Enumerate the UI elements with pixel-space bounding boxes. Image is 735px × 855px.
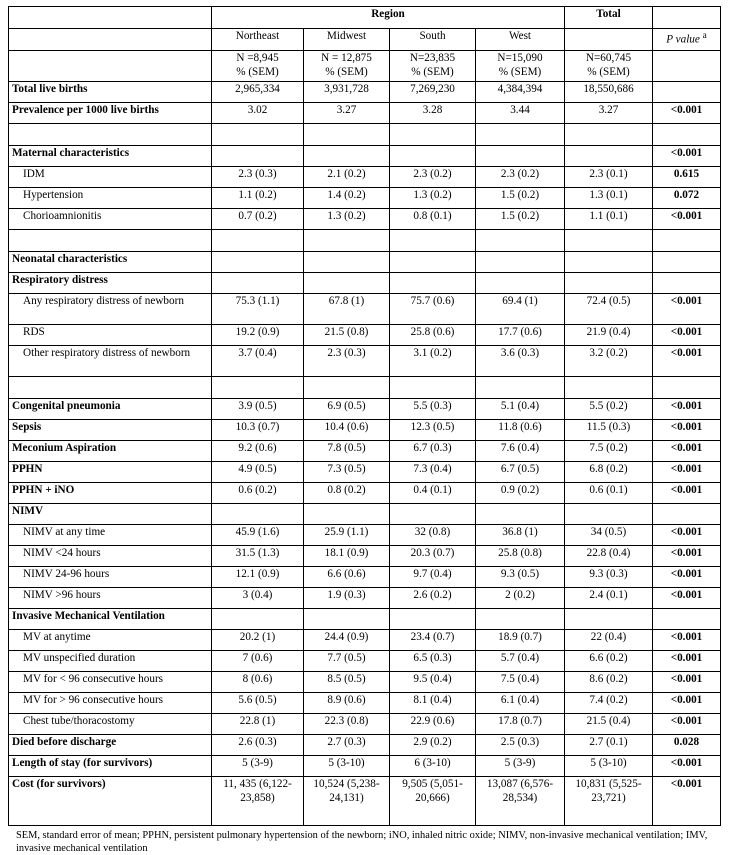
n-northeast: N =8,945 % (SEM) bbox=[212, 51, 304, 82]
table-body bbox=[9, 82, 721, 826]
value-cell: 22.8 (0.4) bbox=[565, 546, 653, 567]
region-northeast: Northeast bbox=[212, 29, 304, 51]
value-cell: 13,087 (6,576-28,534) bbox=[476, 777, 565, 826]
row-label: Cost (for survivors) bbox=[9, 777, 212, 826]
row-label: Length of stay (for survivors) bbox=[9, 756, 212, 777]
empty-cell bbox=[212, 230, 304, 252]
value-cell: 6.5 (0.3) bbox=[390, 651, 476, 672]
row-label: NIMV >96 hours bbox=[9, 588, 212, 609]
value-cell: 1.3 (0.1) bbox=[565, 188, 653, 209]
row-label: Sepsis bbox=[9, 420, 212, 441]
value-cell: 1.5 (0.2) bbox=[476, 209, 565, 230]
value-cell: 1.5 (0.2) bbox=[476, 188, 565, 209]
pvalue-cell: <0.001 bbox=[653, 209, 721, 230]
value-cell bbox=[476, 504, 565, 525]
value-cell: 5.1 (0.4) bbox=[476, 399, 565, 420]
n-south: N=23,835 % (SEM) bbox=[390, 51, 476, 82]
row-label: Died before discharge bbox=[9, 735, 212, 756]
value-cell bbox=[476, 609, 565, 630]
table-row bbox=[9, 630, 721, 651]
row-label: Chorioamnionitis bbox=[9, 209, 212, 230]
value-cell bbox=[212, 252, 304, 273]
value-cell: 3.27 bbox=[565, 103, 653, 124]
value-cell: 2.6 (0.2) bbox=[390, 588, 476, 609]
pvalue-cell: <0.001 bbox=[653, 420, 721, 441]
value-cell: 25.8 (0.8) bbox=[476, 546, 565, 567]
header-row-n bbox=[9, 51, 721, 82]
value-cell: 32 (0.8) bbox=[390, 525, 476, 546]
table-row bbox=[9, 399, 721, 420]
footnote: SEM, standard error of mean; PPHN, persistent pulmonary hypertension of the newborn; iNO, inhaled nitric oxide; NIMV, non-invasive mechanical ventilation; IMV, invasive mechanical ventilation bbox=[16, 830, 708, 854]
n-total: N=60,745 % (SEM) bbox=[565, 51, 653, 82]
value-cell bbox=[565, 146, 653, 167]
pvalue-cell: <0.001 bbox=[653, 325, 721, 346]
value-cell: 17.8 (0.7) bbox=[476, 714, 565, 735]
value-cell: 0.4 (0.1) bbox=[390, 483, 476, 504]
pvalue-cell: <0.001 bbox=[653, 672, 721, 693]
value-cell: 7.3 (0.4) bbox=[390, 462, 476, 483]
row-label: RDS bbox=[9, 325, 212, 346]
value-cell: 7.6 (0.4) bbox=[476, 441, 565, 462]
value-cell: 2.1 (0.2) bbox=[304, 167, 390, 188]
pvalue-cell: <0.001 bbox=[653, 346, 721, 377]
header-row-region bbox=[9, 7, 721, 29]
row-label: NIMV <24 hours bbox=[9, 546, 212, 567]
table-row bbox=[9, 167, 721, 188]
value-cell: 11.5 (0.3) bbox=[565, 420, 653, 441]
header-row-regions bbox=[9, 29, 721, 51]
value-cell: 10.3 (0.7) bbox=[212, 420, 304, 441]
row-label: NIMV bbox=[9, 504, 212, 525]
table-row bbox=[9, 714, 721, 735]
value-cell: 21.5 (0.4) bbox=[565, 714, 653, 735]
value-cell: 2.5 (0.3) bbox=[476, 735, 565, 756]
table-row bbox=[9, 588, 721, 609]
empty-cell bbox=[476, 230, 565, 252]
table-row bbox=[9, 504, 721, 525]
value-cell bbox=[390, 609, 476, 630]
spacer-row bbox=[9, 230, 721, 252]
value-cell: 9.5 (0.4) bbox=[390, 672, 476, 693]
value-cell bbox=[476, 146, 565, 167]
empty-cell bbox=[476, 124, 565, 146]
region-south: South bbox=[390, 29, 476, 51]
row-label: Other respiratory distress of newborn bbox=[9, 346, 212, 377]
value-cell: 6 (3-10) bbox=[390, 756, 476, 777]
empty-cell bbox=[9, 377, 212, 399]
value-cell: 3.6 (0.3) bbox=[476, 346, 565, 377]
value-cell: 25.8 (0.6) bbox=[390, 325, 476, 346]
table-row bbox=[9, 420, 721, 441]
pvalue-cell bbox=[653, 252, 721, 273]
value-cell: 9,505 (5,051-20,666) bbox=[390, 777, 476, 826]
value-cell: 3.02 bbox=[212, 103, 304, 124]
value-cell: 34 (0.5) bbox=[565, 525, 653, 546]
value-cell: 6.6 (0.2) bbox=[565, 651, 653, 672]
value-cell: 7.5 (0.4) bbox=[476, 672, 565, 693]
table-row bbox=[9, 525, 721, 546]
value-cell: 31.5 (1.3) bbox=[212, 546, 304, 567]
value-cell: 7.4 (0.2) bbox=[565, 693, 653, 714]
empty-cell bbox=[565, 124, 653, 146]
value-cell: 7 (0.6) bbox=[212, 651, 304, 672]
value-cell: 21.5 (0.8) bbox=[304, 325, 390, 346]
value-cell: 1.9 (0.3) bbox=[304, 588, 390, 609]
empty-cell bbox=[565, 230, 653, 252]
value-cell bbox=[212, 146, 304, 167]
value-cell: 25.9 (1.1) bbox=[304, 525, 390, 546]
value-cell: 2,965,334 bbox=[212, 82, 304, 103]
table-wrapper bbox=[8, 6, 720, 855]
empty-cell bbox=[653, 124, 721, 146]
pvalue-cell: <0.001 bbox=[653, 714, 721, 735]
value-cell: 18.9 (0.7) bbox=[476, 630, 565, 651]
data-table bbox=[8, 6, 721, 826]
value-cell: 12.3 (0.5) bbox=[390, 420, 476, 441]
table-row bbox=[9, 756, 721, 777]
row-label: IDM bbox=[9, 167, 212, 188]
value-cell: 6.6 (0.6) bbox=[304, 567, 390, 588]
region-midwest: Midwest bbox=[304, 29, 390, 51]
empty-cell bbox=[212, 377, 304, 399]
value-cell: 20.3 (0.7) bbox=[390, 546, 476, 567]
value-cell: 45.9 (1.6) bbox=[212, 525, 304, 546]
header-blank bbox=[653, 51, 721, 82]
value-cell bbox=[304, 609, 390, 630]
value-cell: 8.5 (0.5) bbox=[304, 672, 390, 693]
value-cell bbox=[390, 146, 476, 167]
header-blank bbox=[9, 7, 212, 29]
pvalue-sup: a bbox=[702, 31, 707, 41]
value-cell: 9.3 (0.5) bbox=[476, 567, 565, 588]
value-cell: 21.9 (0.4) bbox=[565, 325, 653, 346]
region-header: Region bbox=[212, 7, 565, 29]
value-cell: 22.3 (0.8) bbox=[304, 714, 390, 735]
value-cell bbox=[304, 252, 390, 273]
value-cell: 36.8 (1) bbox=[476, 525, 565, 546]
value-cell: 2.3 (0.1) bbox=[565, 167, 653, 188]
value-cell: 2.7 (0.1) bbox=[565, 735, 653, 756]
value-cell bbox=[565, 273, 653, 294]
value-cell bbox=[304, 504, 390, 525]
total-header: Total bbox=[565, 7, 653, 29]
empty-cell bbox=[9, 124, 212, 146]
value-cell: 5.5 (0.2) bbox=[565, 399, 653, 420]
pvalue-cell: <0.001 bbox=[653, 777, 721, 826]
table-row bbox=[9, 546, 721, 567]
value-cell bbox=[476, 273, 565, 294]
value-cell: 5.6 (0.5) bbox=[212, 693, 304, 714]
value-cell: 0.6 (0.1) bbox=[565, 483, 653, 504]
value-cell: 5 (3-9) bbox=[476, 756, 565, 777]
value-cell: 18,550,686 bbox=[565, 82, 653, 103]
value-cell: 2.3 (0.3) bbox=[304, 346, 390, 377]
table-row bbox=[9, 188, 721, 209]
value-cell: 3.9 (0.5) bbox=[212, 399, 304, 420]
row-label: Prevalence per 1000 live births bbox=[9, 103, 212, 124]
value-cell: 17.7 (0.6) bbox=[476, 325, 565, 346]
row-label: Hypertension bbox=[9, 188, 212, 209]
n-west: N=15,090 % (SEM) bbox=[476, 51, 565, 82]
value-cell: 5 (3-10) bbox=[565, 756, 653, 777]
value-cell: 7.7 (0.5) bbox=[304, 651, 390, 672]
header-blank bbox=[565, 29, 653, 51]
row-label: Congenital pneumonia bbox=[9, 399, 212, 420]
pvalue-cell bbox=[653, 82, 721, 103]
table-row bbox=[9, 693, 721, 714]
value-cell: 8.9 (0.6) bbox=[304, 693, 390, 714]
row-label: MV for > 96 consecutive hours bbox=[9, 693, 212, 714]
value-cell: 22 (0.4) bbox=[565, 630, 653, 651]
value-cell: 9.2 (0.6) bbox=[212, 441, 304, 462]
value-cell bbox=[476, 252, 565, 273]
value-cell: 4,384,394 bbox=[476, 82, 565, 103]
value-cell: 1.3 (0.2) bbox=[304, 209, 390, 230]
pvalue-cell: <0.001 bbox=[653, 441, 721, 462]
value-cell bbox=[565, 252, 653, 273]
value-cell: 9.3 (0.3) bbox=[565, 567, 653, 588]
value-cell: 4.9 (0.5) bbox=[212, 462, 304, 483]
region-west: West bbox=[476, 29, 565, 51]
pvalue-cell: <0.001 bbox=[653, 630, 721, 651]
header-blank bbox=[9, 29, 212, 51]
empty-cell bbox=[390, 230, 476, 252]
value-cell: 7.5 (0.2) bbox=[565, 441, 653, 462]
value-cell: 20.2 (1) bbox=[212, 630, 304, 651]
value-cell: 5 (3-10) bbox=[304, 756, 390, 777]
value-cell: 6.1 (0.4) bbox=[476, 693, 565, 714]
pvalue-cell bbox=[653, 273, 721, 294]
row-label: PPHN + iNO bbox=[9, 483, 212, 504]
value-cell: 75.7 (0.6) bbox=[390, 294, 476, 325]
spacer-row bbox=[9, 377, 721, 399]
row-label: MV at anytime bbox=[9, 630, 212, 651]
value-cell: 12.1 (0.9) bbox=[212, 567, 304, 588]
value-cell: 6.7 (0.5) bbox=[476, 462, 565, 483]
value-cell bbox=[212, 273, 304, 294]
value-cell bbox=[390, 273, 476, 294]
row-label: Meconium Aspiration bbox=[9, 441, 212, 462]
value-cell: 23.4 (0.7) bbox=[390, 630, 476, 651]
value-cell: 1.4 (0.2) bbox=[304, 188, 390, 209]
table-row bbox=[9, 672, 721, 693]
table-row bbox=[9, 441, 721, 462]
value-cell: 6.7 (0.3) bbox=[390, 441, 476, 462]
value-cell: 9.7 (0.4) bbox=[390, 567, 476, 588]
header-blank bbox=[9, 51, 212, 82]
row-label: NIMV 24-96 hours bbox=[9, 567, 212, 588]
value-cell: 5.7 (0.4) bbox=[476, 651, 565, 672]
pvalue-cell: <0.001 bbox=[653, 693, 721, 714]
value-cell: 24.4 (0.9) bbox=[304, 630, 390, 651]
value-cell: 22.8 (1) bbox=[212, 714, 304, 735]
empty-cell bbox=[565, 377, 653, 399]
value-cell: 2.4 (0.1) bbox=[565, 588, 653, 609]
value-cell: 7.8 (0.5) bbox=[304, 441, 390, 462]
table-row bbox=[9, 325, 721, 346]
value-cell: 6.8 (0.2) bbox=[565, 462, 653, 483]
table-row bbox=[9, 609, 721, 630]
value-cell bbox=[212, 609, 304, 630]
row-label: NIMV at any time bbox=[9, 525, 212, 546]
pvalue-cell: <0.001 bbox=[653, 546, 721, 567]
table-row bbox=[9, 273, 721, 294]
value-cell bbox=[304, 146, 390, 167]
n-midwest: N = 12,875 % (SEM) bbox=[304, 51, 390, 82]
empty-cell bbox=[390, 124, 476, 146]
table-row bbox=[9, 294, 721, 325]
pvalue-cell: <0.001 bbox=[653, 651, 721, 672]
table-row bbox=[9, 462, 721, 483]
empty-cell bbox=[390, 377, 476, 399]
value-cell: 6.9 (0.5) bbox=[304, 399, 390, 420]
value-cell: 2.3 (0.2) bbox=[390, 167, 476, 188]
value-cell: 3.27 bbox=[304, 103, 390, 124]
table-row bbox=[9, 651, 721, 672]
empty-cell bbox=[653, 377, 721, 399]
value-cell bbox=[565, 504, 653, 525]
value-cell: 0.9 (0.2) bbox=[476, 483, 565, 504]
row-label: MV unspecified duration bbox=[9, 651, 212, 672]
pvalue-cell: <0.001 bbox=[653, 103, 721, 124]
value-cell: 72.4 (0.5) bbox=[565, 294, 653, 325]
pvalue-cell: 0.615 bbox=[653, 167, 721, 188]
table-row bbox=[9, 346, 721, 377]
spacer-row bbox=[9, 124, 721, 146]
value-cell: 3.1 (0.2) bbox=[390, 346, 476, 377]
value-cell: 2.7 (0.3) bbox=[304, 735, 390, 756]
table-row bbox=[9, 483, 721, 504]
value-cell: 67.8 (1) bbox=[304, 294, 390, 325]
value-cell: 75.3 (1.1) bbox=[212, 294, 304, 325]
value-cell: 2.3 (0.3) bbox=[212, 167, 304, 188]
value-cell: 5.5 (0.3) bbox=[390, 399, 476, 420]
empty-cell bbox=[476, 377, 565, 399]
value-cell bbox=[565, 609, 653, 630]
empty-cell bbox=[9, 230, 212, 252]
empty-cell bbox=[304, 377, 390, 399]
pvalue-cell: <0.001 bbox=[653, 588, 721, 609]
value-cell: 22.9 (0.6) bbox=[390, 714, 476, 735]
value-cell: 19.2 (0.9) bbox=[212, 325, 304, 346]
pvalue-cell: <0.001 bbox=[653, 483, 721, 504]
row-label: Neonatal characteristics bbox=[9, 252, 212, 273]
pvalue-label: P value bbox=[666, 33, 700, 46]
value-cell bbox=[390, 504, 476, 525]
pvalue-header bbox=[653, 29, 721, 51]
header-blank-p bbox=[653, 7, 721, 29]
value-cell: 2.6 (0.3) bbox=[212, 735, 304, 756]
pvalue-cell: <0.001 bbox=[653, 462, 721, 483]
value-cell: 7,269,230 bbox=[390, 82, 476, 103]
table-row bbox=[9, 777, 721, 826]
value-cell: 3 (0.4) bbox=[212, 588, 304, 609]
value-cell: 10.4 (0.6) bbox=[304, 420, 390, 441]
row-label: Any respiratory distress of newborn bbox=[9, 294, 212, 325]
empty-cell bbox=[304, 230, 390, 252]
value-cell: 2.3 (0.2) bbox=[476, 167, 565, 188]
pvalue-cell: <0.001 bbox=[653, 399, 721, 420]
value-cell: 8.1 (0.4) bbox=[390, 693, 476, 714]
value-cell bbox=[212, 504, 304, 525]
value-cell: 0.6 (0.2) bbox=[212, 483, 304, 504]
value-cell: 69.4 (1) bbox=[476, 294, 565, 325]
row-label: Total live births bbox=[9, 82, 212, 103]
value-cell: 10,524 (5,238-24,131) bbox=[304, 777, 390, 826]
value-cell: 5 (3-9) bbox=[212, 756, 304, 777]
row-label: MV for < 96 consecutive hours bbox=[9, 672, 212, 693]
pvalue-cell bbox=[653, 504, 721, 525]
empty-cell bbox=[653, 230, 721, 252]
value-cell: 11, 435 (6,122-23,858) bbox=[212, 777, 304, 826]
value-cell: 0.7 (0.2) bbox=[212, 209, 304, 230]
pvalue-cell: <0.001 bbox=[653, 525, 721, 546]
row-label: Chest tube/thoracostomy bbox=[9, 714, 212, 735]
table-row bbox=[9, 567, 721, 588]
value-cell: 0.8 (0.1) bbox=[390, 209, 476, 230]
value-cell: 8 (0.6) bbox=[212, 672, 304, 693]
table-row bbox=[9, 252, 721, 273]
value-cell: 7.3 (0.5) bbox=[304, 462, 390, 483]
table-row bbox=[9, 146, 721, 167]
row-label: Invasive Mechanical Ventilation bbox=[9, 609, 212, 630]
table-row bbox=[9, 82, 721, 103]
empty-cell bbox=[304, 124, 390, 146]
table-row bbox=[9, 103, 721, 124]
value-cell: 3.7 (0.4) bbox=[212, 346, 304, 377]
pvalue-cell: 0.072 bbox=[653, 188, 721, 209]
value-cell bbox=[304, 273, 390, 294]
pvalue-cell: 0.028 bbox=[653, 735, 721, 756]
pvalue-cell bbox=[653, 609, 721, 630]
table-row bbox=[9, 209, 721, 230]
pvalue-cell: <0.001 bbox=[653, 567, 721, 588]
row-label: Maternal characteristics bbox=[9, 146, 212, 167]
value-cell: 18.1 (0.9) bbox=[304, 546, 390, 567]
value-cell: 8.6 (0.2) bbox=[565, 672, 653, 693]
pvalue-cell: <0.001 bbox=[653, 146, 721, 167]
table-row bbox=[9, 735, 721, 756]
value-cell: 11.8 (0.6) bbox=[476, 420, 565, 441]
value-cell: 0.8 (0.2) bbox=[304, 483, 390, 504]
row-label: Respiratory distress bbox=[9, 273, 212, 294]
value-cell: 3.2 (0.2) bbox=[565, 346, 653, 377]
value-cell: 1.3 (0.2) bbox=[390, 188, 476, 209]
value-cell: 10,831 (5,525-23,721) bbox=[565, 777, 653, 826]
value-cell: 3.44 bbox=[476, 103, 565, 124]
pvalue-cell: <0.001 bbox=[653, 294, 721, 325]
value-cell: 1.1 (0.2) bbox=[212, 188, 304, 209]
pvalue-cell: <0.001 bbox=[653, 756, 721, 777]
empty-cell bbox=[212, 124, 304, 146]
value-cell: 2.9 (0.2) bbox=[390, 735, 476, 756]
value-cell bbox=[390, 252, 476, 273]
value-cell: 1.1 (0.1) bbox=[565, 209, 653, 230]
value-cell: 2 (0.2) bbox=[476, 588, 565, 609]
value-cell: 3,931,728 bbox=[304, 82, 390, 103]
value-cell: 3.28 bbox=[390, 103, 476, 124]
row-label: PPHN bbox=[9, 462, 212, 483]
